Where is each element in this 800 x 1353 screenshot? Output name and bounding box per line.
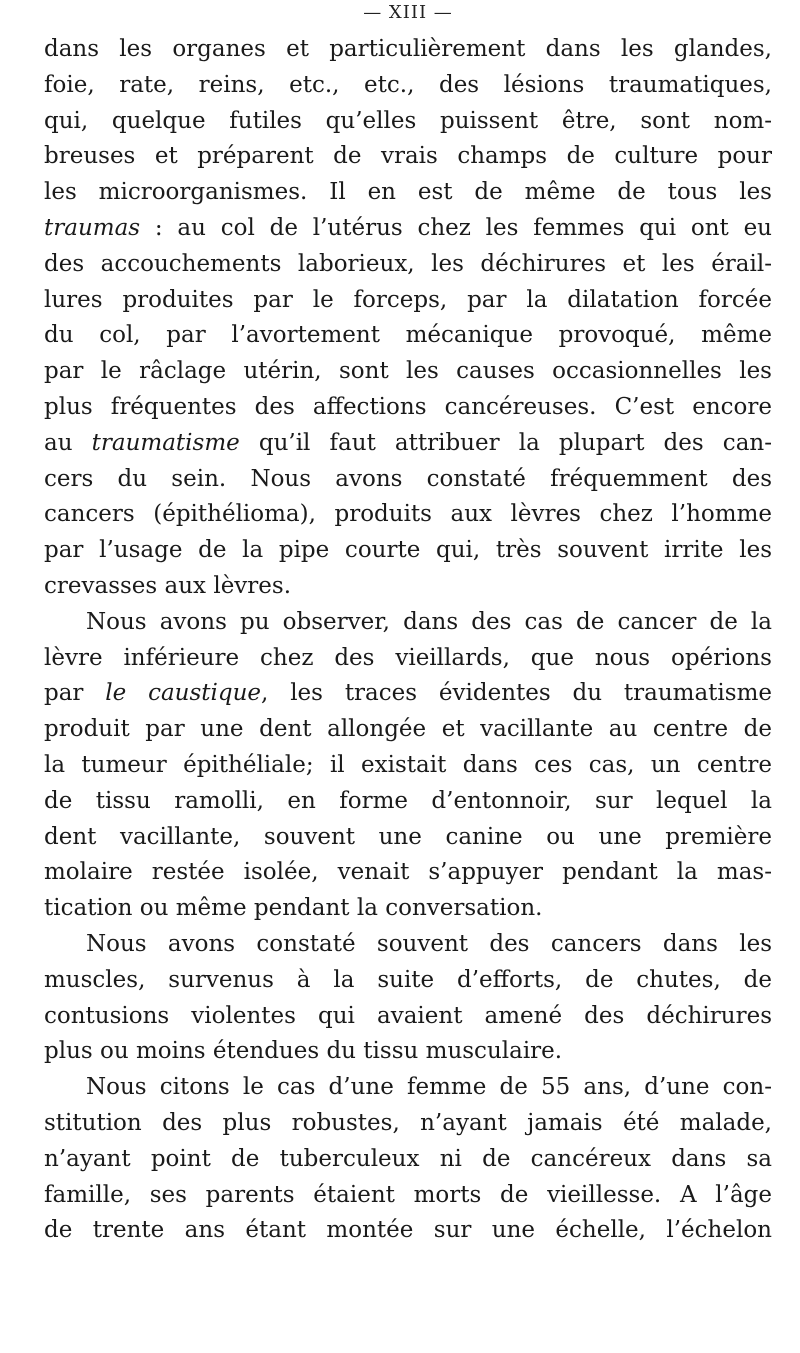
text-line	[44, 963, 772, 999]
text-line	[44, 712, 772, 748]
text-run: au	[44, 429, 92, 456]
text-run: Nous avons constaté souvent des cancers dans les	[86, 930, 772, 957]
text-run: breuses et préparent de vrais champs de culture pour	[44, 143, 772, 170]
text-line	[44, 820, 772, 856]
text-run: dans les organes et particulièrement dans les glandes,	[44, 36, 772, 62]
text-line	[44, 283, 772, 319]
text-line	[44, 533, 772, 569]
text-line	[44, 1178, 772, 1214]
text-run: du col, par l’avortement mécanique provoqué, même	[44, 322, 772, 349]
text-run: contusions violentes qui avaient amené des déchirures	[44, 1002, 772, 1029]
page-number: — XIII —	[363, 2, 453, 23]
text-run: molaire restée isolée, venait s’appuyer pendant la mas-	[44, 859, 772, 886]
text-line	[44, 247, 772, 283]
text-line	[44, 784, 772, 820]
body-text	[44, 32, 772, 1249]
text-line	[44, 1034, 772, 1070]
text-line	[44, 175, 772, 211]
text-line	[44, 605, 772, 641]
text-run: la tumeur épithéliale; il existait dans ces cas, un centre	[44, 751, 772, 778]
text-line	[44, 855, 772, 891]
text-run: des accouchements laborieux, les déchirures et les érail-	[44, 250, 772, 277]
text-run: plus ou moins étendues du tissu musculaire.	[44, 1038, 563, 1065]
text-run: par le râclage utérin, sont les causes occasionnelles les	[44, 358, 772, 385]
text-line	[44, 891, 772, 927]
text-run: par	[44, 680, 106, 707]
text-run: plus fréquentes des affections cancéreuses. C’est encore	[44, 393, 772, 420]
text-run: cers du sein. Nous avons constaté fréquemment des	[44, 465, 772, 492]
text-line	[44, 318, 772, 354]
text-run: qui, quelque futiles qu’elles puissent être, sont nom-	[44, 107, 772, 134]
italic-term: le caustique	[105, 680, 262, 707]
text-run: n’ayant point de tuberculeux ni de cancéreux dans sa	[44, 1145, 772, 1172]
text-run: qu’il faut attribuer la plupart des can-	[239, 429, 772, 456]
text-line	[44, 104, 772, 140]
text-line	[44, 497, 772, 533]
text-run: tication ou même pendant la conversation.	[44, 895, 543, 922]
text-line	[44, 1142, 772, 1178]
text-run: dent vacillante, souvent une canine ou une première	[44, 823, 772, 850]
text-line	[44, 676, 772, 712]
text-run: crevasses aux lèvres.	[44, 572, 292, 599]
text-run: produit par une dent allongée et vacillante au centre de	[44, 716, 772, 743]
text-run: , les traces évidentes du traumatisme	[261, 680, 772, 707]
text-line	[44, 68, 772, 104]
text-line	[44, 354, 772, 390]
text-line	[44, 32, 772, 68]
text-run: : au col de l’utérus chez les femmes qui ont eu	[140, 214, 772, 241]
text-line	[44, 999, 772, 1035]
text-line	[44, 641, 772, 677]
italic-term: traumas	[44, 214, 141, 241]
text-run: Nous citons le cas d’une femme de 55 ans, d’une con-	[86, 1074, 772, 1101]
text-line	[44, 1213, 772, 1249]
text-run: par l’usage de la pipe courte qui, très souvent irrite les	[44, 537, 772, 564]
text-line	[44, 1070, 772, 1106]
text-run: cancers (épithélioma), produits aux lèvres chez l’homme	[44, 501, 772, 528]
text-line	[44, 569, 772, 605]
text-run: muscles, survenus à la suite d’efforts, de chutes, de	[44, 966, 772, 993]
text-run: stitution des plus robustes, n’ayant jamais été malade,	[44, 1109, 772, 1136]
text-run: famille, ses parents étaient morts de vieillesse. A l’âge	[44, 1181, 772, 1208]
italic-term: traumatisme	[91, 429, 240, 456]
text-line	[44, 390, 772, 426]
text-run: foie, rate, reins, etc., etc., des lésions traumatiques,	[44, 71, 772, 98]
text-run: Nous avons pu observer, dans des cas de cancer de la	[86, 608, 772, 635]
text-run: de trente ans étant montée sur une échelle, l’échelon	[44, 1217, 772, 1244]
text-line	[44, 139, 772, 175]
text-line	[44, 462, 772, 498]
text-line	[44, 211, 772, 247]
text-run: les microorganismes. Il en est de même de tous les	[44, 179, 772, 206]
text-run: lèvre inférieure chez des vieillards, que nous opérions	[44, 644, 772, 671]
text-line	[44, 748, 772, 784]
text-line	[44, 1106, 772, 1142]
text-run: lures produites par le forceps, par la dilatation forcée	[44, 286, 772, 313]
text-run: de tissu ramolli, en forme d’entonnoir, sur lequel la	[44, 787, 772, 814]
text-line	[44, 426, 772, 462]
text-line	[44, 927, 772, 963]
